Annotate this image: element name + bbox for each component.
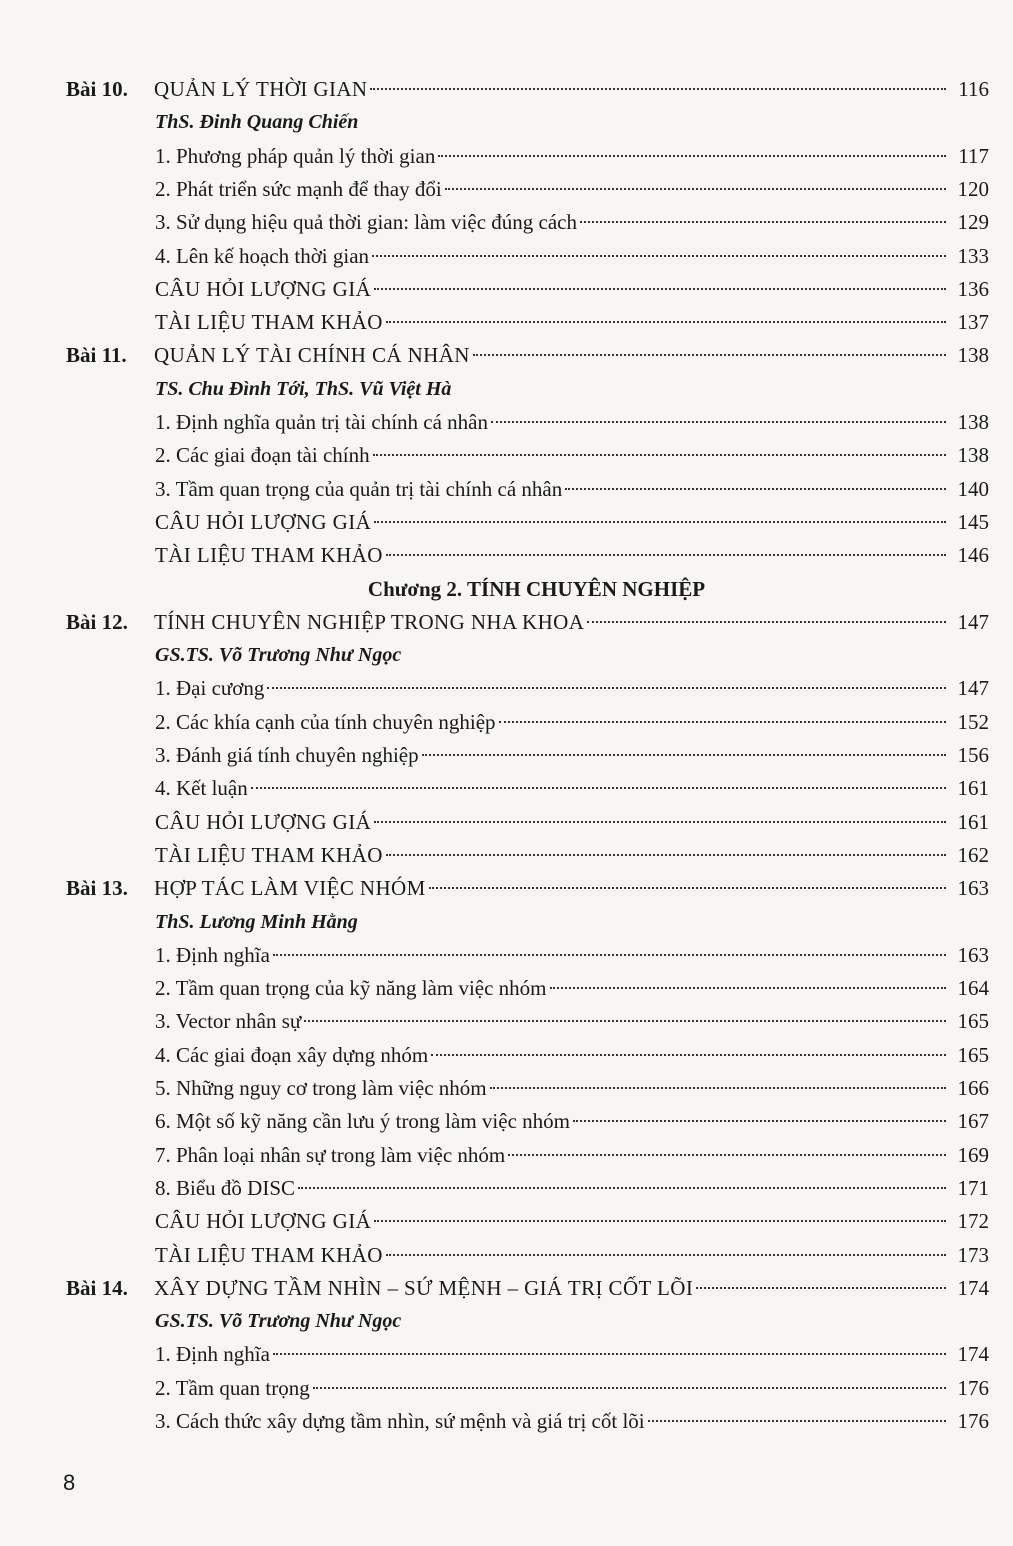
toc-item-row [0,1138,1013,1172]
entry-page: 172 [957,1209,989,1234]
leader-dots [490,1087,946,1089]
entry-title: 1. Định nghĩa [155,1342,270,1367]
entry-page: 145 [957,509,989,534]
leader-dots [298,1187,946,1189]
entry-page: 152 [957,709,989,734]
leader-dots [696,1287,946,1289]
toc-item[interactable] [155,971,989,1005]
entry-page: 174 [957,1342,989,1367]
entry-title: 2. Các giai đoạn tài chính [155,443,370,468]
entry-title: 1. Định nghĩa [155,942,270,967]
lesson-author: TS. Chu Đình Tới, ThS. Vũ Việt Hà [155,377,452,400]
entry-page: 116 [958,77,989,101]
entry-page: 163 [957,942,989,967]
lesson-title-entry[interactable] [154,1271,989,1305]
entry-title: 4. Các giai đoạn xây dựng nhóm [155,1042,429,1067]
toc-item-row [0,1038,1013,1072]
toc-item[interactable] [155,838,989,872]
entry-title: 1. Đại cương [155,676,265,701]
leader-dots [648,1420,946,1422]
entry-title: 3. Sử dụng hiệu quả thời gian: làm việc đúng cách [155,210,577,235]
lesson-author: ThS. Đinh Quang Chiến [155,111,359,134]
entry-page: 173 [957,1242,989,1267]
leader-dots [374,521,946,523]
toc-item[interactable] [155,771,989,805]
toc-item[interactable] [155,1371,989,1405]
author-row [0,105,1013,139]
leader-dots [431,1054,946,1056]
lesson-row [0,871,1013,905]
entry-title: TÀI LIỆU THAM KHẢO [155,1242,383,1267]
toc-item-row [0,671,1013,705]
leader-dots [304,1020,946,1022]
leader-dots [429,887,946,889]
entry-page: 165 [957,1042,989,1067]
lesson-author: ThS. Lương Minh Hằng [155,910,358,933]
entry-title: 3. Vector nhân sự [155,1009,302,1034]
leader-dots [386,854,946,856]
toc-item[interactable] [155,172,989,206]
toc-item-row [0,1004,1013,1038]
entry-page: 140 [957,476,989,501]
toc-item-row [0,705,1013,739]
leader-dots [372,255,946,257]
leader-dots [422,754,946,756]
toc-item[interactable] [155,671,989,705]
toc-item[interactable] [155,205,989,239]
leader-dots [267,687,946,689]
toc-item-row [0,1071,1013,1105]
entry-title: QUẢN LÝ TÀI CHÍNH CÁ NHÂN [154,343,470,368]
lesson-number: Bài 10. [66,77,128,101]
toc-item-row [0,305,1013,339]
leader-dots [386,1254,946,1256]
leader-dots [251,787,946,789]
entry-title: CÂU HỎI LƯỢNG GIÁ [155,1209,372,1234]
author-row [0,905,1013,939]
toc-item-row [0,1238,1013,1272]
entry-page: 147 [957,676,989,701]
entry-page: 138 [957,443,989,468]
entry-title: 3. Tầm quan trọng của quản trị tài chính cá nhân [155,476,563,501]
toc-item[interactable] [155,472,989,506]
toc-item-row [0,472,1013,506]
entry-page: 171 [957,1175,989,1200]
entry-page: 165 [957,1009,989,1034]
entry-title: CÂU HỎI LƯỢNG GIÁ [155,509,372,534]
lesson-row [0,1271,1013,1305]
lesson-title-entry[interactable] [154,605,989,639]
lesson-number: Bài 14. [66,1275,128,1300]
lesson-number: Bài 13. [66,876,128,901]
lesson-title-entry[interactable] [154,871,989,905]
entry-page: 138 [957,343,989,368]
author-row [0,638,1013,672]
leader-dots [550,987,946,989]
toc-item[interactable] [155,538,989,572]
entry-page: 163 [957,876,989,901]
leader-dots [374,821,946,823]
toc-item-row [0,971,1013,1005]
entry-page: 147 [957,609,989,634]
author-row [0,372,1013,406]
leader-dots [445,188,946,190]
toc-item-row [0,938,1013,972]
toc-item[interactable] [155,805,989,839]
entry-page: 133 [957,243,989,268]
toc-item-row [0,272,1013,306]
entry-page: 129 [957,210,989,235]
entry-title: TÀI LIỆU THAM KHẢO [155,310,383,335]
leader-dots [573,1120,946,1122]
entry-title: 2. Phát triển sức mạnh để thay đổi [155,176,442,201]
entry-title: 3. Đánh giá tính chuyên nghiệp [155,743,419,767]
entry-page: 161 [957,776,989,801]
lesson-number: Bài 12. [66,609,128,634]
leader-dots [373,454,946,456]
lesson-number: Bài 11. [66,343,127,368]
entry-page: 120 [957,176,989,201]
leader-dots [508,1154,946,1156]
toc-item[interactable] [155,1138,989,1172]
leader-dots [386,554,946,556]
toc-item[interactable] [155,1404,989,1438]
entry-title: 3. Cách thức xây dựng tầm nhìn, sứ mệnh và giá trị cốt lõi [155,1409,645,1433]
entry-page: 169 [957,1142,989,1167]
entry-title: 2. Các khía cạnh của tính chuyên nghiệp [155,709,496,734]
leader-dots [313,1387,946,1389]
lesson-author: GS.TS. Võ Trương Như Ngọc [155,644,402,667]
lesson-row [0,605,1013,639]
toc-item[interactable] [155,938,989,972]
leader-dots [273,954,946,956]
toc-item[interactable] [155,1104,989,1138]
toc-item[interactable] [155,405,989,439]
lesson-row [0,72,1013,106]
toc-item-row [0,805,1013,839]
entry-title: CÂU HỎI LƯỢNG GIÁ [155,276,372,301]
toc-item[interactable] [155,1038,989,1072]
chapter-heading: Chương 2. TÍNH CHUYÊN NGHIỆP [367,576,706,601]
entry-title: 6. Một số kỹ năng cần lưu ý trong làm việc nhóm [155,1109,570,1134]
toc-item-row [0,771,1013,805]
toc-item-row [0,838,1013,872]
leader-dots [370,88,946,90]
toc-item-row [0,172,1013,206]
leader-dots [473,354,946,356]
toc-item[interactable] [155,139,989,173]
entry-title: 8. Biểu đồ DISC [155,1175,296,1200]
entry-title: 5. Những nguy cơ trong làm việc nhóm [155,1076,487,1100]
toc-item-row [0,139,1013,173]
toc-item[interactable] [155,239,989,273]
toc-item-row [0,438,1013,472]
lesson-title-entry[interactable] [154,72,989,106]
toc-item-row [0,1337,1013,1371]
toc-item-row [0,1171,1013,1205]
entry-page: 176 [957,1409,989,1433]
entry-page: 167 [957,1109,989,1134]
toc-item[interactable] [155,1071,989,1105]
entry-page: 162 [957,842,989,867]
leader-dots [580,221,946,223]
page-number: 8 [63,1470,76,1495]
entry-page: 146 [957,543,989,568]
author-row [0,1304,1013,1338]
toc-item-row [0,1404,1013,1438]
leader-dots [438,155,946,157]
leader-dots [374,288,946,290]
toc-item-row [0,738,1013,772]
entry-title: TÀI LIỆU THAM KHẢO [155,842,383,867]
entry-page: 137 [957,310,989,335]
entry-title: HỢP TÁC LÀM VIỆC NHÓM [154,876,426,901]
leader-dots [565,488,946,490]
toc-item[interactable] [155,505,989,539]
entry-page: 174 [957,1275,989,1300]
toc-item-row [0,505,1013,539]
toc-item[interactable] [155,705,989,739]
entry-title: TÍNH CHUYÊN NGHIỆP TRONG NHA KHOA [154,609,585,634]
leader-dots [587,621,946,623]
entry-page: 166 [957,1076,989,1100]
toc-item[interactable] [155,305,989,339]
entry-title: QUẢN LÝ THỜI GIAN [154,77,368,101]
entry-page: 176 [957,1375,989,1400]
chapter-heading-row [0,572,1013,606]
toc-item[interactable] [155,1337,989,1371]
lesson-row [0,338,1013,372]
entry-title: 4. Kết luận [155,776,248,801]
entry-title: 2. Tầm quan trọng [155,1375,310,1400]
leader-dots [499,721,946,723]
entry-page: 156 [957,743,989,767]
toc-item-row [0,1204,1013,1238]
entry-page: 117 [958,143,989,168]
toc-item-row [0,1371,1013,1405]
toc-item[interactable] [155,1238,989,1272]
entry-title: 2. Tầm quan trọng của kỹ năng làm việc nhóm [155,976,547,1001]
entry-page: 136 [957,276,989,301]
leader-dots [374,1220,946,1222]
toc-item[interactable] [155,1171,989,1205]
toc-item-row [0,205,1013,239]
leader-dots [386,321,946,323]
entry-title: CÂU HỎI LƯỢNG GIÁ [155,809,372,834]
entry-title: 1. Phương pháp quản lý thời gian [155,143,436,168]
lesson-author: GS.TS. Võ Trương Như Ngọc [155,1310,402,1333]
toc-item-row [0,405,1013,439]
entry-page: 164 [957,976,989,1001]
entry-title: 4. Lên kế hoạch thời gian [155,243,370,268]
entry-title: XÂY DỰNG TẦM NHÌN – SỨ MỆNH – GIÁ TRỊ CỐT LÕI [154,1275,694,1300]
entry-title: TÀI LIỆU THAM KHẢO [155,543,383,568]
leader-dots [491,421,946,423]
entry-title: 1. Định nghĩa quản trị tài chính cá nhân [155,410,488,434]
toc-item[interactable] [155,272,989,306]
toc-item[interactable] [155,738,989,772]
toc-item-row [0,538,1013,572]
lesson-title-entry[interactable] [154,338,989,372]
leader-dots [273,1353,946,1355]
entry-title: 7. Phân loại nhân sự trong làm việc nhóm [155,1142,506,1167]
toc-item[interactable] [155,1204,989,1238]
toc-item[interactable] [155,438,989,472]
entry-page: 138 [957,410,989,434]
toc-item-row [0,1104,1013,1138]
toc-item[interactable] [155,1004,989,1038]
toc-item-row [0,239,1013,273]
entry-page: 161 [957,809,989,834]
